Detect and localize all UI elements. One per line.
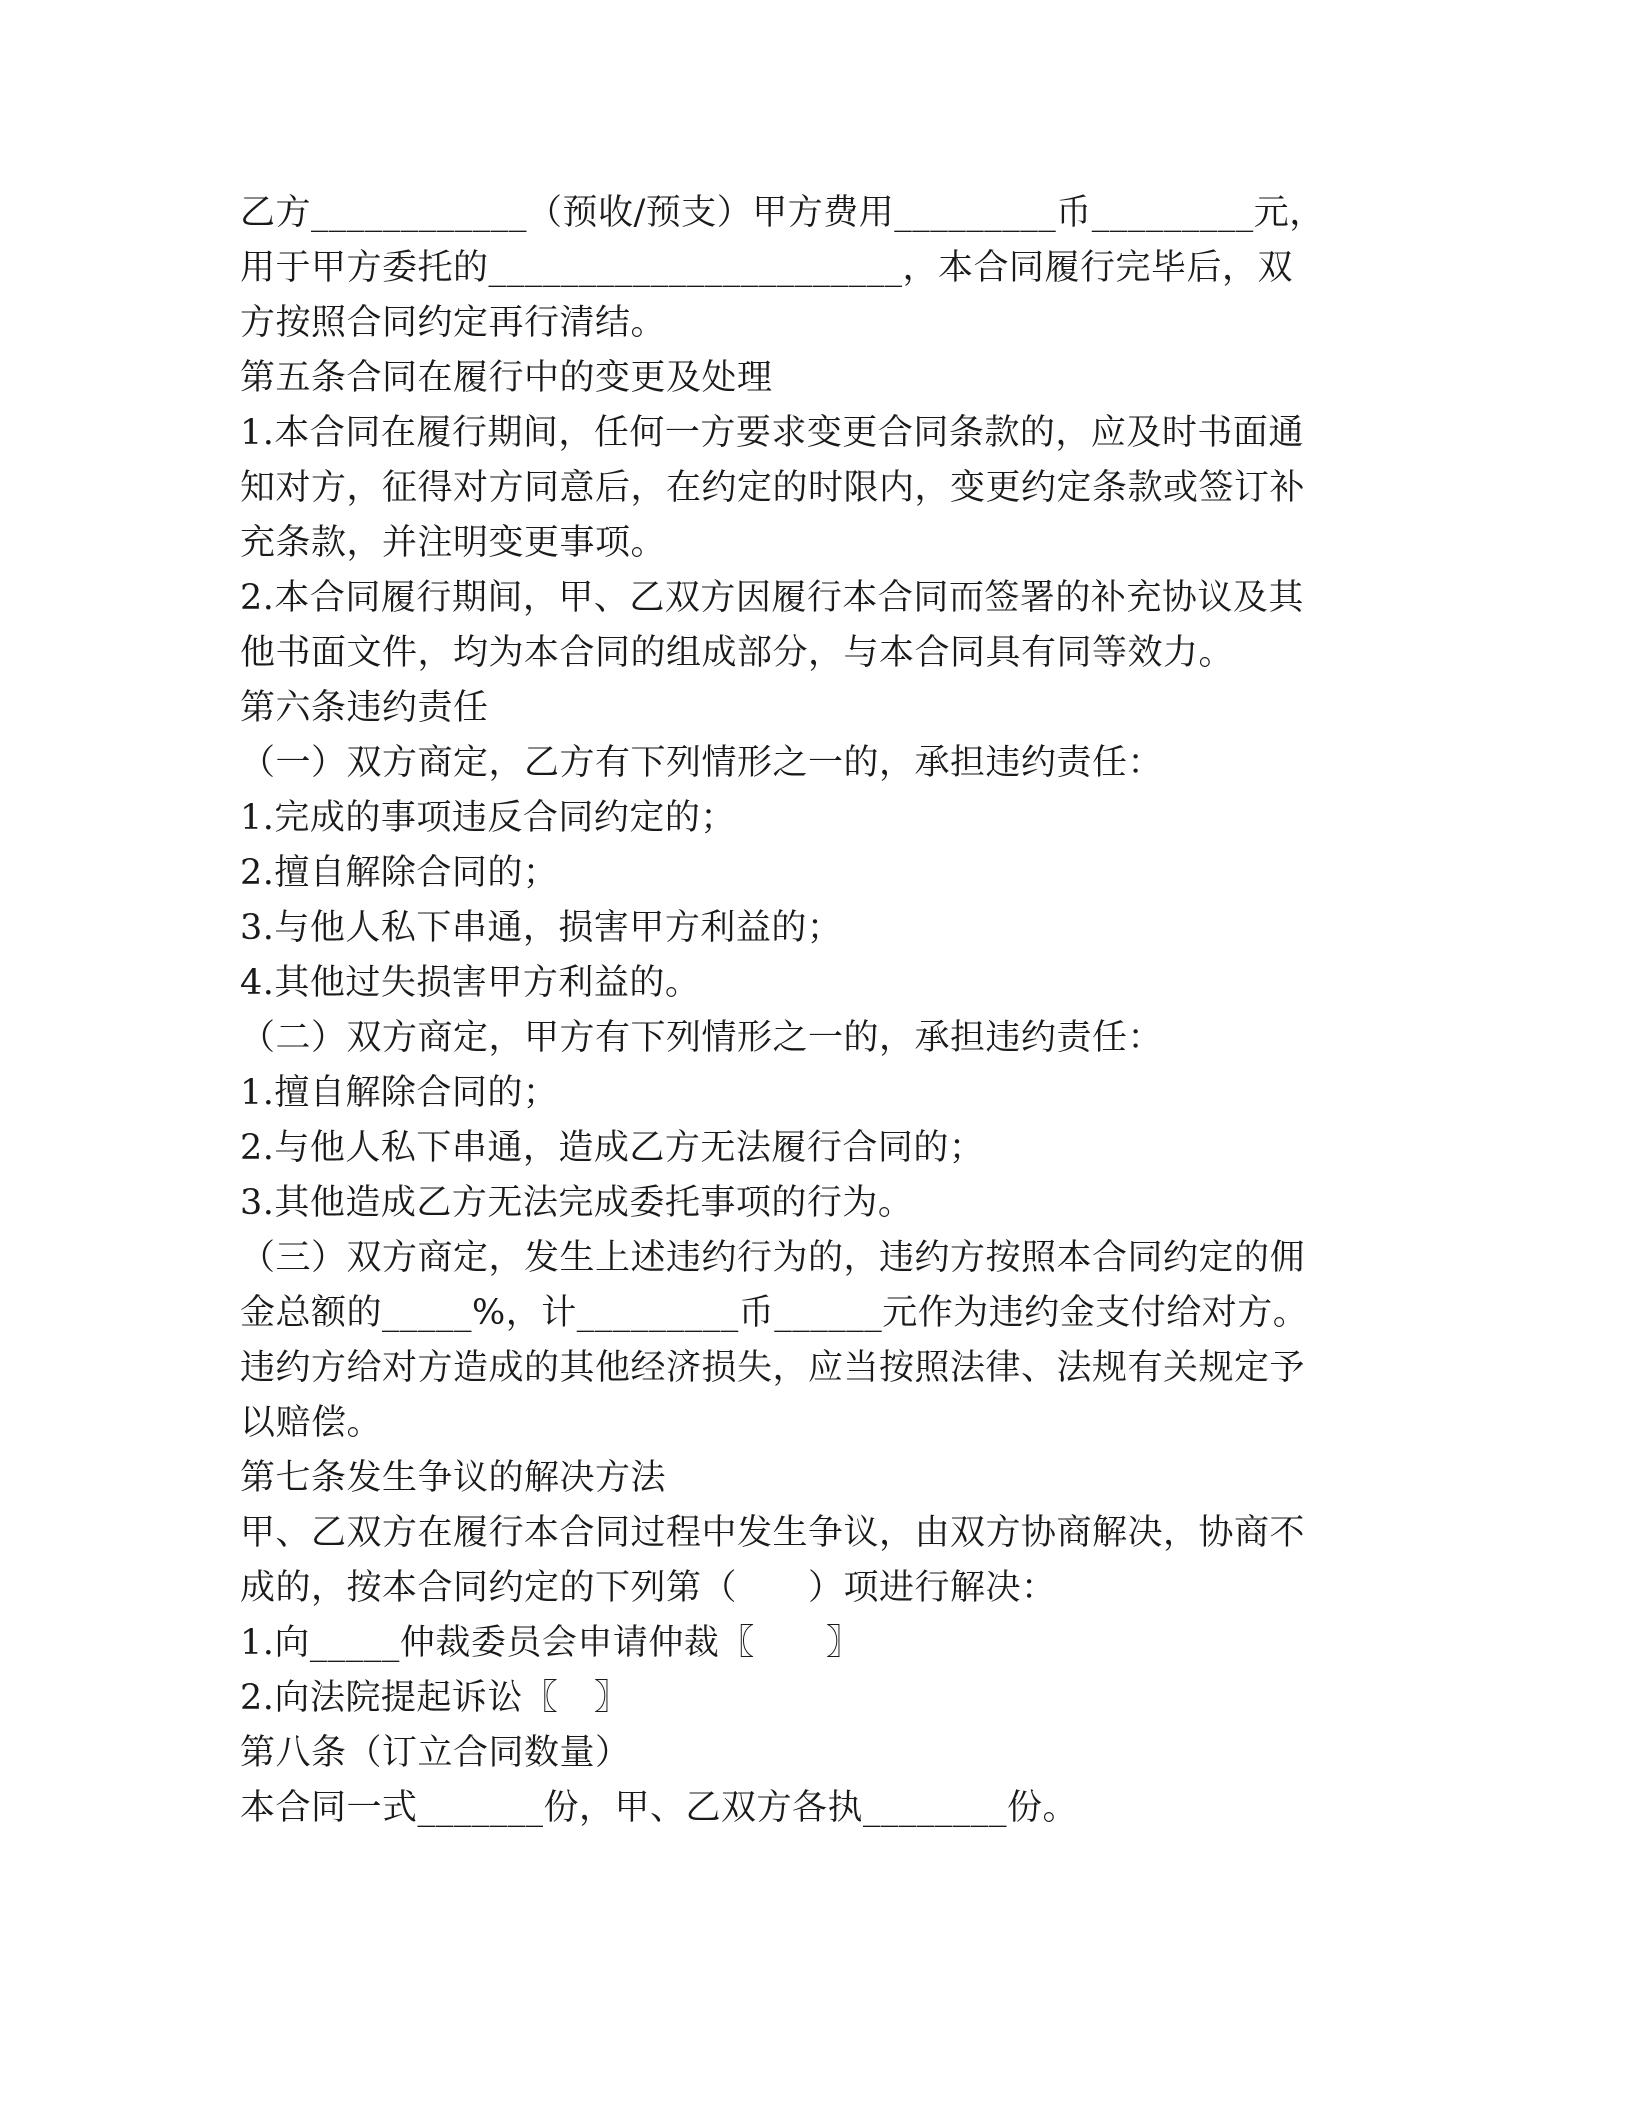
text-line: 乙方____________（预收/预支）甲方费用_________币_________元， <box>240 193 1325 233</box>
contract-body <box>240 186 1400 1836</box>
text-line: 1.本合同在履行期间，任何一方要求变更合同条款的，应及时书面通 <box>240 413 1304 453</box>
section-heading: 第六条违约责任 <box>240 688 489 728</box>
section-heading: 第七条发生争议的解决方法 <box>240 1458 667 1498</box>
text-line: 方按照合同约定再行清结。 <box>240 303 667 343</box>
text-line: 充条款，并注明变更事项。 <box>240 523 667 563</box>
text-line: 以赔偿。 <box>240 1403 383 1443</box>
section-heading: 第八条（订立合同数量） <box>240 1733 631 1773</box>
text-line: （二）双方商定，甲方有下列情形之一的，承担违约责任： <box>240 1018 1164 1058</box>
text-line: 他书面文件，均为本合同的组成部分，与本合同具有同等效力。 <box>240 633 1235 673</box>
list-item: 3.其他造成乙方无法完成委托事项的行为。 <box>240 1183 914 1223</box>
text-line: 本合同一式_______份，甲、乙双方各执________份。 <box>240 1788 1079 1828</box>
list-item: 1.擅自解除合同的； <box>240 1073 559 1113</box>
text-line: （一）双方商定，乙方有下列情形之一的，承担违约责任： <box>240 743 1164 783</box>
section-heading: 第五条合同在履行中的变更及处理 <box>240 358 773 398</box>
text-line: 违约方给对方造成的其他经济损失，应当按照法律、法规有关规定予 <box>240 1348 1306 1388</box>
text-line: 2.本合同履行期间，甲、乙双方因履行本合同而签署的补充协议及其 <box>240 578 1304 618</box>
list-item: 2.与他人私下串通，造成乙方无法履行合同的； <box>240 1128 985 1168</box>
text-line: （三）双方商定，发生上述违约行为的，违约方按照本合同约定的佣 <box>240 1238 1306 1278</box>
text-line: 金总额的_____%，计_________币______元作为违约金支付给对方。 <box>240 1293 1309 1333</box>
text-line: 成的，按本合同约定的下列第（ ）项进行解决： <box>240 1568 1057 1608</box>
list-item: 1.完成的事项违反合同约定的； <box>240 798 736 838</box>
list-item: 1.向_____仲裁委员会申请仲裁〖 〗 <box>240 1623 862 1663</box>
text-line: 用于甲方委托的_______________________，本合同履行完毕后，双 <box>240 248 1294 288</box>
text-line: 甲、乙双方在履行本合同过程中发生争议，由双方协商解决，协商不 <box>240 1513 1306 1553</box>
list-item: 4.其他过失损害甲方利益的。 <box>240 963 701 1003</box>
list-item: 3.与他人私下串通，损害甲方利益的； <box>240 908 843 948</box>
text-line: 知对方，征得对方同意后，在约定的时限内，变更约定条款或签订补 <box>240 468 1306 508</box>
list-item: 2.向法院提起诉讼〖 〗 <box>240 1678 630 1718</box>
list-item: 2.擅自解除合同的； <box>240 853 559 893</box>
